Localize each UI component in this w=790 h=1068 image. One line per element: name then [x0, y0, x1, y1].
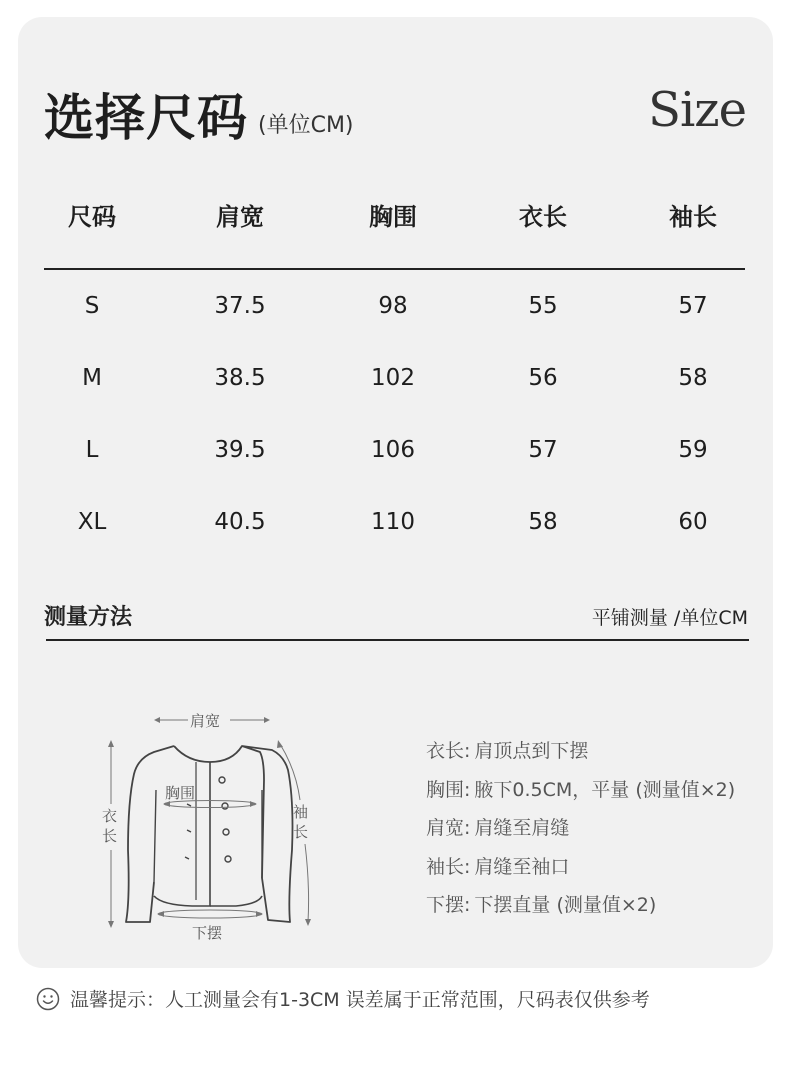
chest-label: 胸围 [165, 784, 196, 802]
method-divider [46, 639, 749, 641]
length-label: 衣长 [102, 807, 118, 845]
jacket-diagram [92, 700, 322, 950]
note-item [426, 775, 735, 814]
size-table [44, 180, 746, 558]
column-header: 衣长 [519, 202, 567, 231]
table-cell: M [82, 365, 102, 391]
column-header: 肩宽 [216, 202, 264, 231]
table-cell: 56 [528, 365, 558, 391]
note-value: 肩缝至肩缝 [474, 817, 570, 839]
note-key: 胸围: [426, 778, 471, 801]
note-key: 下摆: [426, 894, 471, 916]
table-cell: 102 [371, 365, 415, 391]
smiley-icon [36, 987, 60, 1011]
table-row [44, 342, 746, 414]
note-value: 下摆直量 (测量值×2) [474, 894, 657, 916]
page-title: 选择尺码 [44, 89, 248, 147]
table-cell: 38.5 [214, 365, 266, 391]
note-value: 肩顶点到下摆 [474, 740, 589, 762]
table-cell: 55 [528, 293, 558, 319]
table-cell: 98 [378, 293, 408, 319]
table-cell: 110 [371, 509, 415, 535]
table-cell: 57 [678, 293, 708, 319]
note-item [426, 813, 735, 852]
table-row [44, 270, 746, 342]
table-cell: 40.5 [214, 509, 266, 535]
shoulder-label: 肩宽 [190, 712, 221, 730]
measurement-notes [426, 736, 735, 929]
size-logo: Size [648, 82, 746, 138]
method-unit: 平铺测量 /单位CM [591, 607, 748, 629]
table-header-divider [44, 268, 745, 270]
method-title: 测量方法 [44, 605, 133, 630]
table-cell: 58 [678, 365, 708, 391]
note-key: 肩宽: [426, 817, 471, 839]
note-item [426, 890, 735, 929]
table-cell: 58 [528, 509, 558, 535]
table-cell: 39.5 [214, 437, 266, 463]
table-header-row [44, 180, 746, 248]
title-unit: (单位CM) [258, 113, 354, 138]
table-cell: 59 [678, 437, 708, 463]
note-value: 腋下0.5CM，平量 (测量值×2) [474, 778, 736, 801]
table-cell: XL [77, 509, 107, 535]
table-cell: 106 [371, 437, 415, 463]
note-item [426, 852, 735, 891]
tip-text: 温馨提示：人工测量会有1-3CM 误差属于正常范围，尺码表仅供参考 [70, 989, 650, 1011]
table-cell: 37.5 [214, 293, 266, 319]
table-cell: 60 [678, 509, 708, 535]
column-header: 胸围 [369, 202, 417, 231]
table-cell: L [85, 437, 99, 463]
note-key: 袖长: [426, 855, 471, 878]
column-header: 尺码 [68, 202, 116, 231]
column-header: 袖长 [669, 202, 717, 231]
note-value: 肩缝至袖口 [474, 855, 570, 878]
table-cell: S [84, 293, 100, 319]
note-item [426, 736, 735, 775]
jacket-outline-icon [92, 700, 322, 950]
note-key: 衣长: [426, 740, 471, 762]
table-row [44, 486, 746, 558]
hem-label: 下摆 [192, 924, 223, 942]
table-cell: 57 [528, 437, 558, 463]
table-row [44, 414, 746, 486]
tip-footer [36, 985, 650, 1012]
sleeve-label: 袖长 [293, 803, 309, 841]
